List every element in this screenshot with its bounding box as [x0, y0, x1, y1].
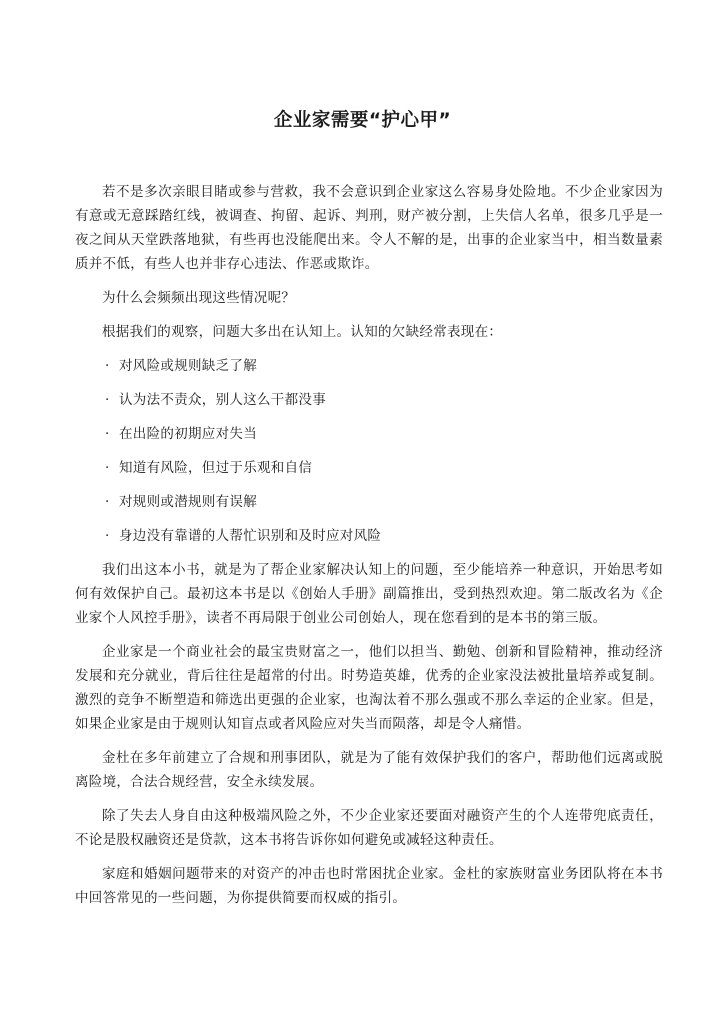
list-item-text: 对规则或潜规则有误解 [119, 494, 257, 510]
paragraph-book-purpose: 我们出这本小书，就是为了帮企业家解决认知上的问题，至少能培养一种意识，开始思考如何有效保护自己。最初这本书是以《创始人手册》副篇推出，受到热烈欢迎。第二版改名为《企业家个人风控手册》，读者不再局限于创业公司创始人，现在您看到的是本书的第三版。 [75, 562, 663, 626]
list-item-text: 在出险的初期应对失当 [119, 426, 257, 442]
list-item [75, 524, 663, 548]
bullet-marker: · [105, 528, 110, 544]
paragraph-observation: 根据我们的观察，问题大多出在认知上。认知的欠缺经常表现在： [102, 324, 503, 340]
bullet-marker: · [105, 392, 110, 408]
list-item-text: 知道有风险，但过于乐观和自信 [119, 460, 313, 476]
list-item [75, 388, 663, 412]
paragraph-financing-liability: 除了失去人身自由这种极端风险之外，不少企业家还要面对融资产生的个人连带兜底责任，不论是股权融资还是贷款，这本书将告诉你如何避免或减轻这种责任。 [75, 808, 663, 848]
paragraph-intro: 若不是多次亲眼目睹或参与营救，我不会意识到企业家这么容易身处险地。不少企业家因为有意或无意踩踏红线，被调查、拘留、起诉、判刑，财产被分割，上失信人名单，很多几乎是一夜之间从天堂跌落地狱，有些再也没能爬出来。令人不解的是，出事的企业家当中，相当数量素质并不低，有些人也并非存心违法、作恶或欺诈。 [75, 184, 663, 272]
list-item [75, 422, 663, 446]
list-item-text: 身边没有靠谱的人帮忙识别和及时应对风险 [119, 528, 382, 544]
document-body [75, 180, 663, 920]
list-item-text: 对风险或规则缺乏了解 [119, 358, 257, 374]
list-item [75, 456, 663, 480]
paragraph-entrepreneur-value: 企业家是一个商业社会的最宝贵财富之一，他们以担当、勤勉、创新和冒险精神，推动经济发展和充分就业，背后往往是超常的付出。时势造英雄，优秀的企业家没法被批量培养或复制。激烈的竞争不断塑造和筛选出更强的企业家，也淘汰着不那么强或不那么幸运的企业家。但是，如果企业家是由于规则认知盲点或者风险应对失当而陨落，却是令人痛惜。 [75, 644, 663, 732]
paragraph-question: 为什么会频频出现这些情况呢？ [102, 290, 296, 306]
bullet-marker: · [105, 426, 110, 442]
bullet-marker: · [105, 494, 110, 510]
bullet-marker: · [105, 460, 110, 476]
paragraph-kingwood-team: 金杜在多年前建立了合规和刑事团队，就是为了能有效保护我们的客户，帮助他们远离或脱离险境，合法合规经营，安全永续发展。 [75, 750, 663, 790]
cognition-deficit-list [75, 354, 663, 548]
list-item [75, 490, 663, 514]
list-item-text: 认为法不责众，别人这么干都没事 [119, 392, 326, 408]
paragraph-family-wealth: 家庭和婚姻问题带来的对资产的冲击也时常困扰企业家。金杜的家族财富业务团队将在本书中回答常见的一些问题，为你提供简要而权威的指引。 [75, 866, 663, 906]
bullet-marker: · [105, 358, 110, 374]
page-title: 企业家需要“护心甲” [273, 110, 452, 131]
list-item [75, 354, 663, 378]
